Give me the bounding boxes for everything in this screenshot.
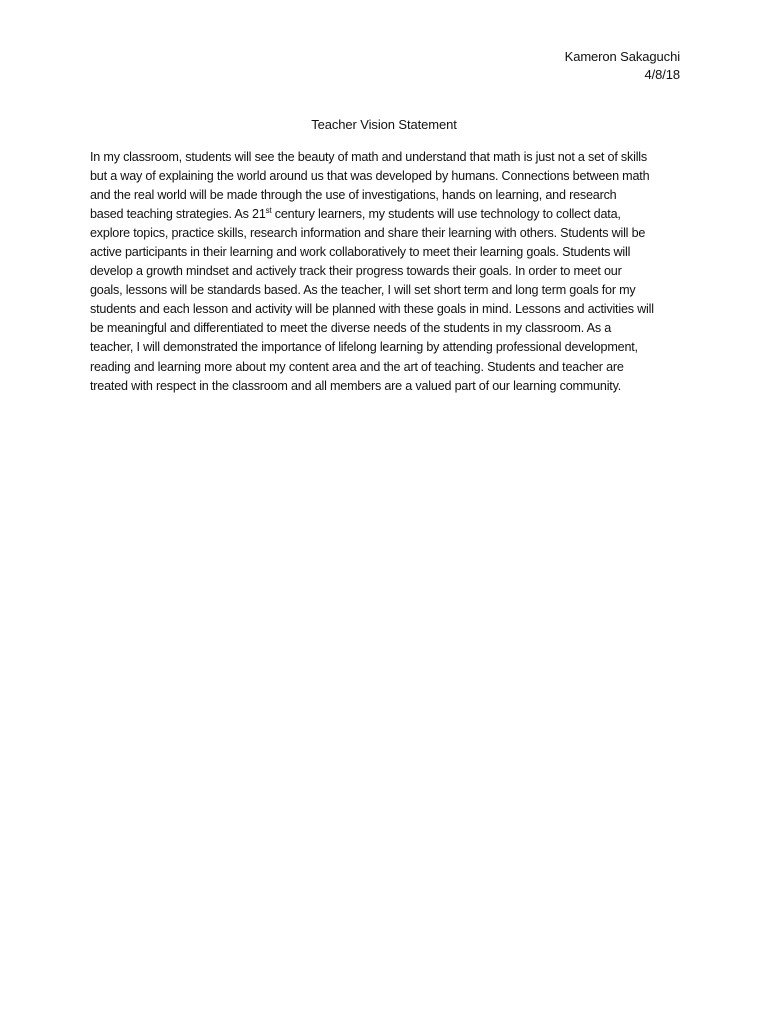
paragraph-line: reading and learning more about my content area and the art of teaching. Students and teacher are	[90, 359, 624, 374]
ordinal-superscript: st	[265, 206, 272, 216]
paragraph-line: active participants in their learning and work collaboratively to meet their learning goals. Students will	[90, 245, 631, 260]
paragraph-line: but a way of explaining the world around us that was developed by humans. Connections between math	[90, 169, 650, 184]
document-date: 4/8/18	[644, 67, 680, 82]
paragraph-line: treated with respect in the classroom and all members are a valued part of our learning community.	[90, 378, 622, 393]
paragraph-line: and the real world will be made through the use of investigations, hands on learning, and research	[90, 188, 617, 203]
body-paragraph	[90, 148, 680, 396]
page-title: Teacher Vision Statement	[311, 117, 457, 132]
line-text-after: century learners, my students will use technology to collect data,	[271, 207, 621, 222]
paragraph-line: In my classroom, students will see the beauty of math and understand that math is just not a set of skills	[90, 150, 647, 164]
paragraph-line: be meaningful and differentiated to meet the diverse needs of the students in my classroom. As a	[90, 321, 612, 336]
paragraph-line: students and each lesson and activity will be planned with these goals in mind. Lessons and activities will	[90, 302, 654, 317]
paragraph-line-with-superscript	[90, 205, 680, 224]
line-text-before: based teaching strategies. As 21	[90, 207, 266, 222]
author-header	[565, 48, 680, 84]
paragraph-line: explore topics, practice skills, research information and share their learning with others. Students will be	[90, 226, 646, 241]
author-name: Kameron Sakaguchi	[564, 49, 680, 64]
paragraph-line: goals, lessons will be standards based. As the teacher, I will set short term and long term goals for my	[90, 283, 636, 298]
paragraph-line: develop a growth mindset and actively track their progress towards their goals. In order to meet our	[90, 264, 622, 279]
paragraph-line: teacher, I will demonstrated the importance of lifelong learning by attending professional development,	[90, 340, 638, 355]
